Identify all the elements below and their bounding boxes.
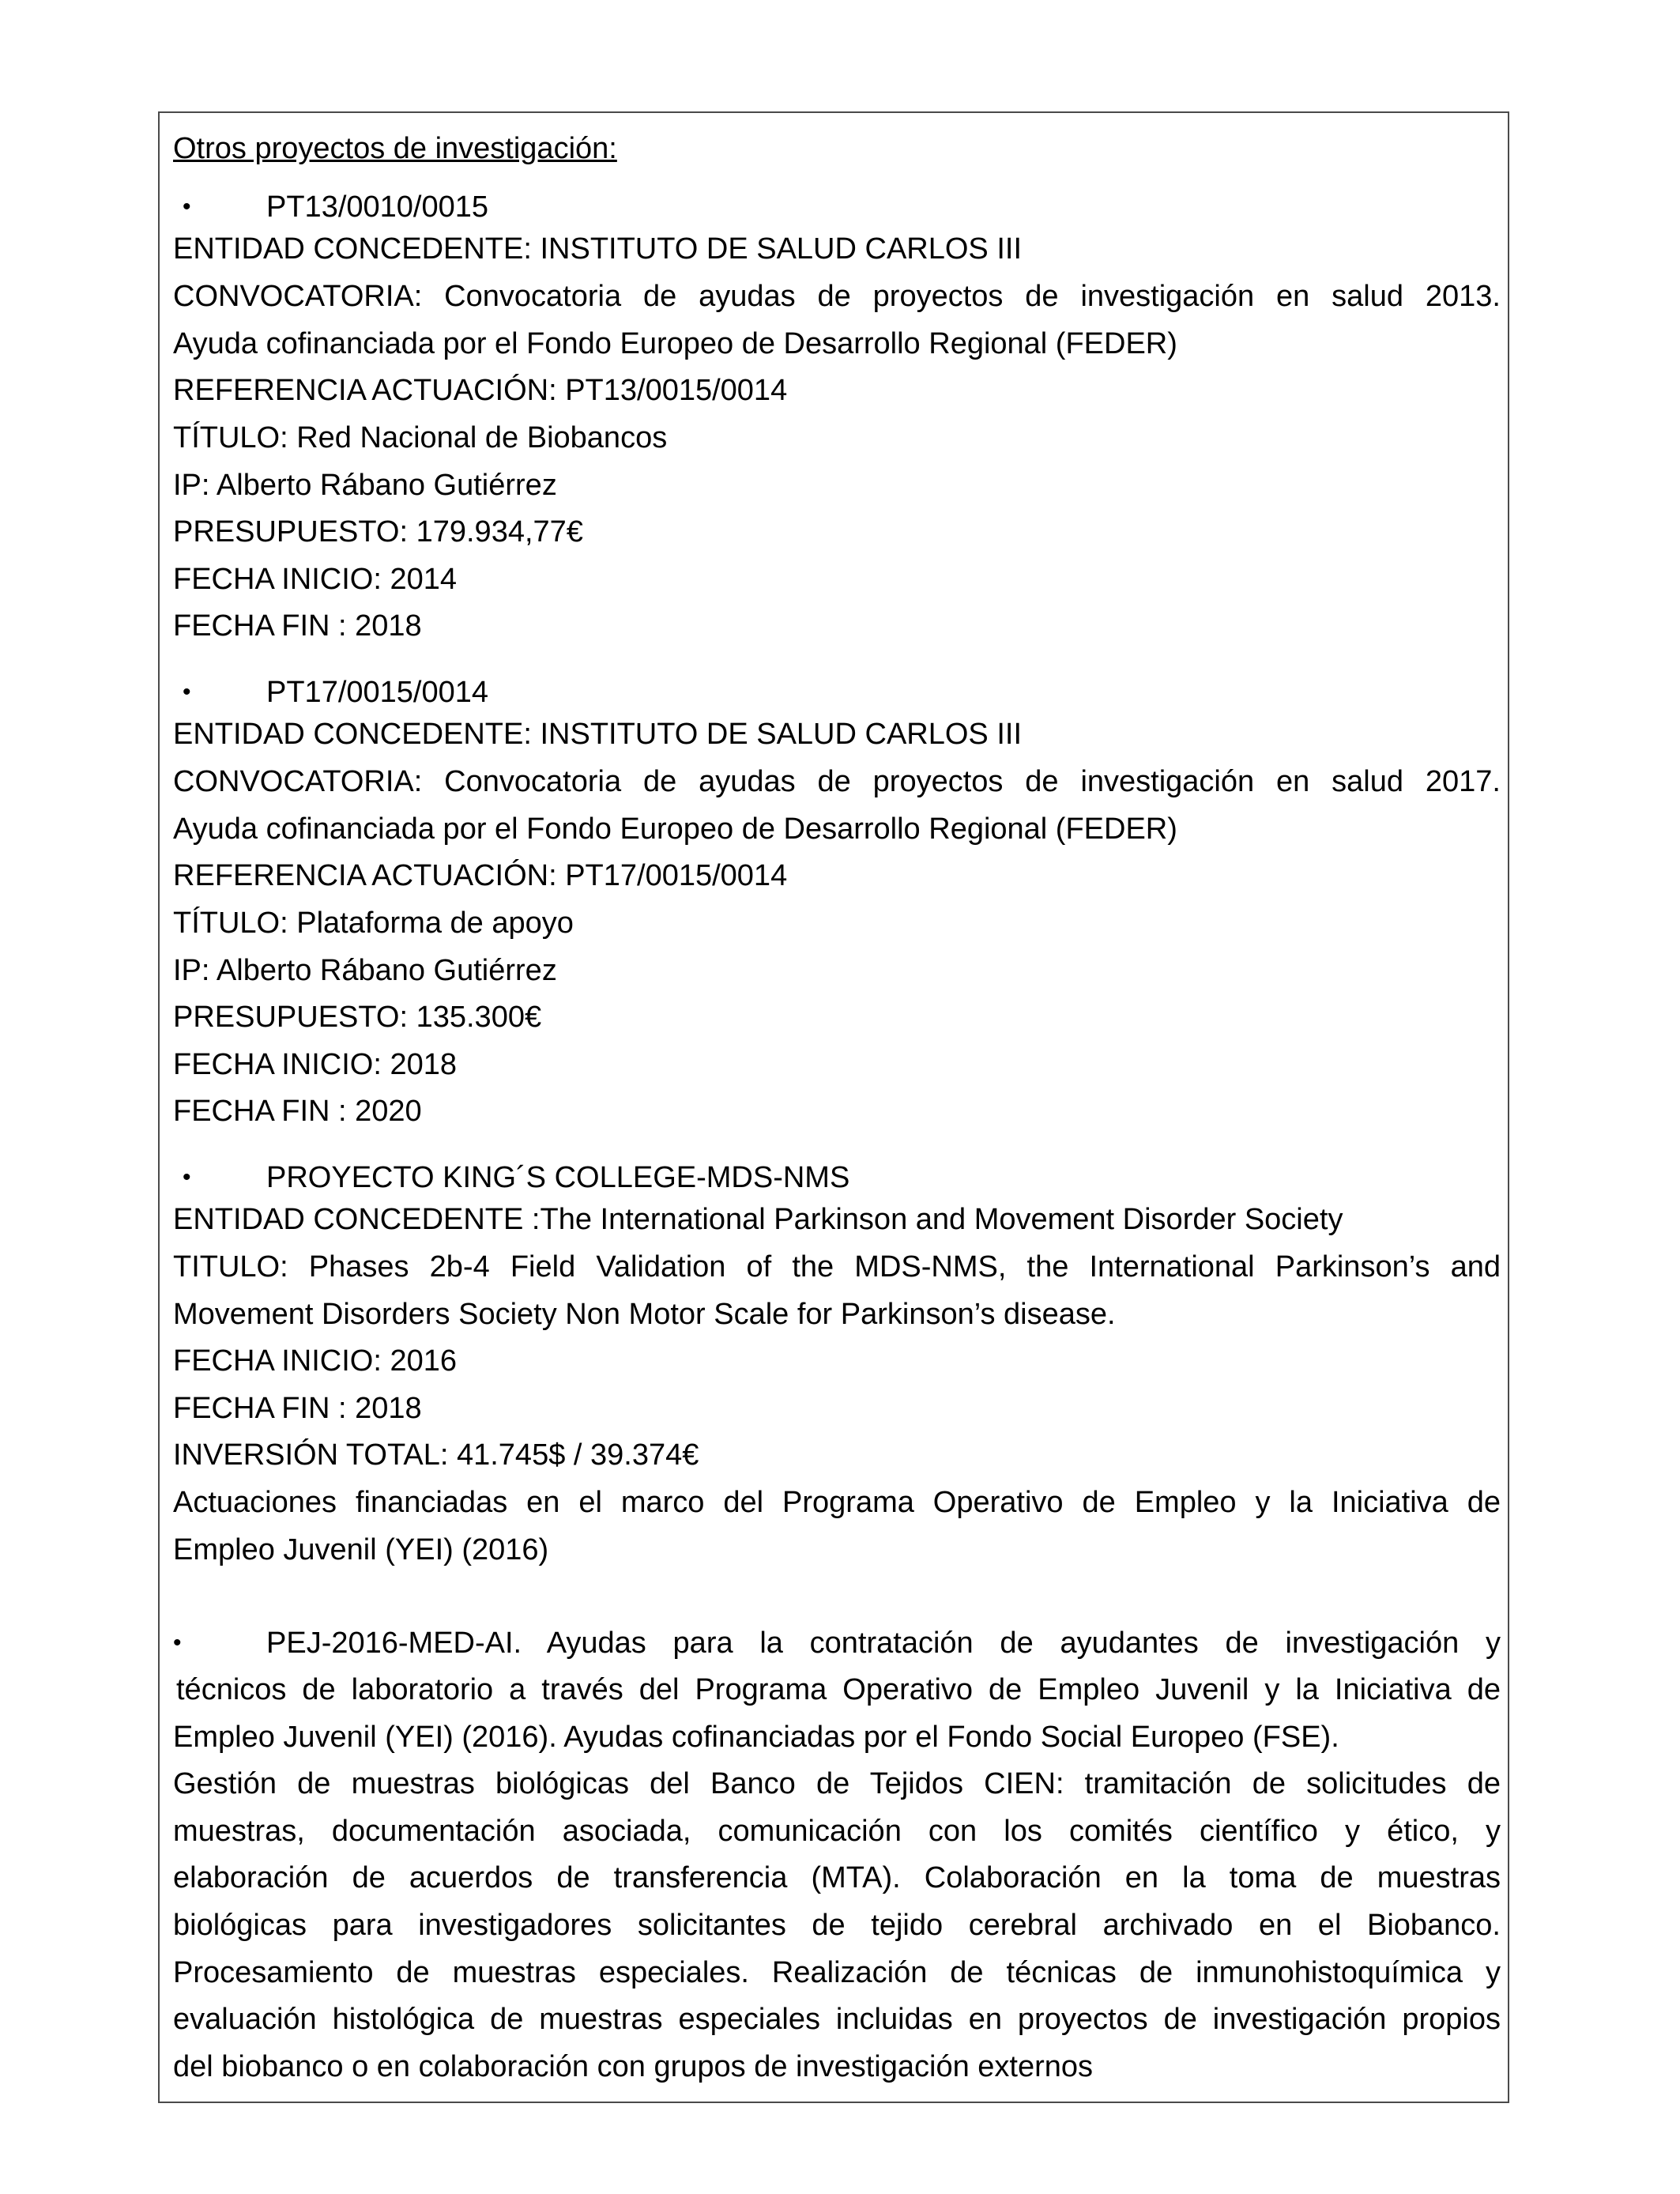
project-3-actuaciones: Actuaciones financiadas en el marco del Programa Operativo de Empleo y la Iniciativa de <box>173 1486 1501 1519</box>
project-1-convocatoria: CONVOCATORIA: Convocatoria de ayudas de proyectos de investigación en salud 2013. <box>173 280 1501 313</box>
project-2-convocatoria: CONVOCATORIA: Convocatoria de ayudas de proyectos de investigación en salud 2017. <box>173 765 1501 798</box>
project-1-presupuesto: PRESUPUESTO: 179.934,77€ <box>173 515 583 548</box>
project-1-fecha-inicio: FECHA INICIO: 2014 <box>173 563 458 596</box>
project-2-entidad: ENTIDAD CONCEDENTE: INSTITUTO DE SALUD CARLOS III <box>173 718 1023 751</box>
project-1-fecha-fin: FECHA FIN : 2018 <box>173 609 422 643</box>
project-4-gestion-2: muestras, documentación asociada, comunicación con los comités científico y ético, y <box>173 1815 1501 1848</box>
bullet-icon: • <box>173 1630 182 1656</box>
project-1-code: PT13/0010/0015 <box>266 190 489 224</box>
project-3-titulo: TITULO: Phases 2b-4 Field Validation of the MDS-NMS, the International Parkinson’s and <box>173 1250 1501 1284</box>
project-4-gestion-3: elaboración de acuerdos de transferencia (MTA). Colaboración en la toma de muestras <box>173 1861 1501 1894</box>
project-3-inversion: INVERSIÓN TOTAL: 41.745$ / 39.374€ <box>173 1438 699 1472</box>
project-4-gestion-7: del biobanco o en colaboración con grupos de investigación externos <box>173 2050 1094 2083</box>
bullet-icon: • <box>183 679 191 705</box>
project-3-titulo-cont: Movement Disorders Society Non Motor Scale for Parkinson’s disease. <box>173 1298 1116 1331</box>
project-4-gestion-4: biológicas para investigadores solicitantes de tejido cerebral archivado en el Biobanco. <box>173 1909 1501 1942</box>
project-4-gestion-5: Procesamiento de muestras especiales. Realización de técnicas de inmunohistoquímica y <box>173 1956 1501 1989</box>
bullet-icon: • <box>183 1164 191 1190</box>
project-3-actuaciones-cont: Empleo Juvenil (YEI) (2016) <box>173 1533 549 1566</box>
project-4-line-3: Empleo Juvenil (YEI) (2016). Ayudas cofinanciadas por el Fondo Social Europeo (FSE). <box>173 1721 1339 1754</box>
project-4-line-2: técnicos de laboratorio a través del Programa Operativo de Empleo Juvenil y la Iniciativa de <box>176 1673 1501 1706</box>
project-2-code: PT17/0015/0014 <box>266 676 489 709</box>
project-2-ip: IP: Alberto Rábano Gutiérrez <box>173 954 557 987</box>
project-3-fecha-inicio: FECHA INICIO: 2016 <box>173 1344 458 1378</box>
project-1-convocatoria-cont: Ayuda cofinanciada por el Fondo Europeo de Desarrollo Regional (FEDER) <box>173 327 1177 360</box>
project-2-referencia: REFERENCIA ACTUACIÓN: PT17/0015/0014 <box>173 859 788 892</box>
project-3-entidad: ENTIDAD CONCEDENTE :The International Parkinson and Movement Disorder Society <box>173 1203 1343 1236</box>
project-1-ip: IP: Alberto Rábano Gutiérrez <box>173 469 557 502</box>
project-2-presupuesto: PRESUPUESTO: 135.300€ <box>173 1001 542 1034</box>
project-2-fecha-inicio: FECHA INICIO: 2018 <box>173 1048 458 1081</box>
project-2-fecha-fin: FECHA FIN : 2020 <box>173 1095 422 1128</box>
project-4-gestion-1: Gestión de muestras biológicas del Banco de Tejidos CIEN: tramitación de solicitudes de <box>173 1767 1501 1800</box>
section-title: Otros proyectos de investigación: <box>173 132 617 165</box>
project-4-gestion-6: evaluación histológica de muestras especiales incluidas en proyectos de investigación propios <box>173 2003 1501 2036</box>
bullet-icon: • <box>183 194 191 220</box>
project-2-titulo: TÍTULO: Plataforma de apoyo <box>173 907 574 940</box>
project-3-fecha-fin: FECHA FIN : 2018 <box>173 1392 422 1425</box>
project-2-convocatoria-cont: Ayuda cofinanciada por el Fondo Europeo de Desarrollo Regional (FEDER) <box>173 812 1177 846</box>
project-1-referencia: REFERENCIA ACTUACIÓN: PT13/0015/0014 <box>173 374 788 407</box>
project-1-entidad: ENTIDAD CONCEDENTE: INSTITUTO DE SALUD CARLOS III <box>173 232 1023 266</box>
project-1-titulo: TÍTULO: Red Nacional de Biobancos <box>173 421 668 454</box>
project-3-code: PROYECTO KING´S COLLEGE-MDS-NMS <box>266 1161 850 1194</box>
project-4-line-1: PEJ-2016-MED-AI. Ayudas para la contratación de ayudantes de investigación y <box>266 1627 1501 1660</box>
